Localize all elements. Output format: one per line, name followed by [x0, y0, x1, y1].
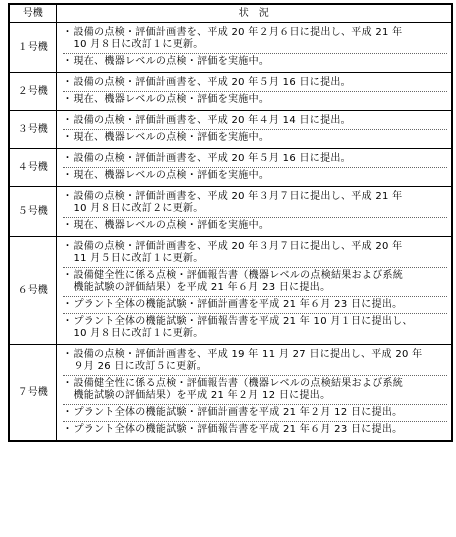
status-item	[63, 296, 448, 313]
status-item	[63, 25, 448, 53]
status-item-text: 設備の点検・評価計画書を、平成 20 年５月 16 日に提出。	[73, 77, 351, 88]
status-cell	[56, 345, 452, 442]
bullet-mark: ・	[62, 77, 73, 88]
status-item	[63, 375, 448, 404]
status-cell	[56, 111, 452, 149]
bullet-mark: ・	[62, 316, 73, 327]
unit-header: 号機	[9, 4, 56, 23]
header-row	[9, 4, 452, 23]
status-item-text: プラント全体の機能試験・評価報告書を平成 21 年６月 23 日に提出。	[73, 424, 403, 435]
unit-cell: ４号機	[9, 149, 56, 187]
table-body	[9, 23, 452, 442]
bullet-mark: ・	[62, 27, 73, 38]
status-item	[63, 217, 448, 234]
bullet-mark: ・	[62, 349, 73, 360]
unit-cell: ２号機	[9, 73, 56, 111]
status-item-text: 現在、機器レベルの点検・評価を実施中。	[73, 132, 270, 143]
status-item-text: 現在、機器レベルの点検・評価を実施中。	[73, 170, 270, 181]
status-item-text: 設備の点検・評価計画書を、平成 19 年 11 月 27 日に提出し、平成 20 年 ９月 26 日に改訂５に更新。	[73, 349, 423, 372]
bullet-mark: ・	[62, 132, 73, 143]
status-item-text: 設備の点検・評価計画書を、平成 20 年４月 14 日に提出。	[73, 115, 351, 126]
status-cell	[56, 73, 452, 111]
status-item	[63, 129, 448, 146]
bullet-mark: ・	[62, 270, 73, 281]
status-item	[63, 189, 448, 217]
status-item-text: 設備の点検・評価計画書を、平成 20 年３月７日に提出し、平成 20 年 11 月５日に改訂１に更新。	[73, 241, 403, 264]
bullet-mark: ・	[62, 299, 73, 310]
status-item	[63, 91, 448, 108]
status-cell	[56, 187, 452, 237]
table-row	[9, 187, 452, 237]
bullet-mark: ・	[62, 153, 73, 164]
status-header: 状 況	[56, 4, 452, 23]
bullet-mark: ・	[62, 191, 73, 202]
status-item-text: プラント全体の機能試験・評価報告書を平成 21 年 10 月１日に提出し、 10 月８日に改訂１に更新。	[73, 316, 413, 339]
status-item	[63, 151, 448, 167]
unit-cell: ６号機	[9, 237, 56, 345]
status-item	[63, 167, 448, 184]
status-item-text: 現在、機器レベルの点検・評価を実施中。	[73, 56, 270, 67]
status-item	[63, 75, 448, 91]
bullet-mark: ・	[62, 56, 73, 67]
bullet-mark: ・	[62, 241, 73, 252]
status-item-text: プラント全体の機能試験・評価計画書を平成 21 年６月 23 日に提出。	[73, 299, 403, 310]
status-item	[63, 347, 448, 375]
status-cell	[56, 23, 452, 73]
status-item-text: 現在、機器レベルの点検・評価を実施中。	[73, 94, 270, 105]
bullet-mark: ・	[62, 170, 73, 181]
status-table	[8, 3, 453, 442]
status-item-text: 設備健全性に係る点検・評価報告書（機器レベルの点検結果および系統 機能試験の評価結果）を平成 21 年６月 23 日に提出。	[73, 270, 404, 293]
status-item-text: 設備の点検・評価計画書を、平成 20 年５月 16 日に提出。	[73, 153, 351, 164]
unit-cell: １号機	[9, 23, 56, 73]
status-item-text: 設備の点検・評価計画書を、平成 20 年３月７日に提出し、平成 21 年 10 月８日に改訂２に更新。	[73, 191, 403, 214]
table-row	[9, 111, 452, 149]
table-row	[9, 237, 452, 345]
status-item-text: プラント全体の機能試験・評価計画書を平成 21 年２月 12 日に提出。	[73, 407, 403, 418]
bullet-mark: ・	[62, 220, 73, 231]
status-cell	[56, 237, 452, 345]
bullet-mark: ・	[62, 115, 73, 126]
table-row	[9, 73, 452, 111]
status-item-text: 現在、機器レベルの点検・評価を実施中。	[73, 220, 270, 231]
status-item	[63, 113, 448, 129]
bullet-mark: ・	[62, 424, 73, 435]
status-item	[63, 267, 448, 296]
status-item	[63, 404, 448, 421]
unit-cell: ５号機	[9, 187, 56, 237]
table-row	[9, 149, 452, 187]
bullet-mark: ・	[62, 378, 73, 389]
status-item	[63, 313, 448, 342]
status-item-text: 設備健全性に係る点検・評価報告書（機器レベルの点検結果および系統 機能試験の評価結果）を平成 21 年２月 12 日に提出。	[73, 378, 404, 401]
status-item	[63, 53, 448, 70]
status-item	[63, 239, 448, 267]
table-row	[9, 345, 452, 442]
status-item-text: 設備の点検・評価計画書を、平成 20 年２月６日に提出し、平成 21 年 10 月８日に改訂１に更新。	[73, 27, 403, 50]
status-cell	[56, 149, 452, 187]
bullet-mark: ・	[62, 407, 73, 418]
status-item	[63, 421, 448, 438]
unit-cell: ３号機	[9, 111, 56, 149]
unit-cell: ７号機	[9, 345, 56, 442]
table-row	[9, 23, 452, 73]
bullet-mark: ・	[62, 94, 73, 105]
